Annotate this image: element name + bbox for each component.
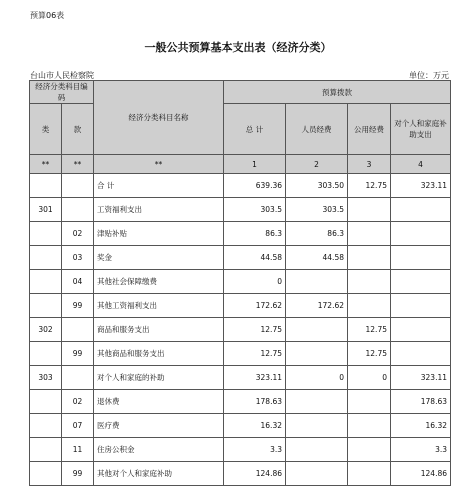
cell-name: 津贴补贴: [94, 222, 224, 246]
seq-cell: 1: [224, 155, 286, 174]
header-total: 总 计: [224, 104, 286, 155]
page-title: 一般公共预算基本支出表（经济分类）: [144, 41, 332, 54]
budget-table: [29, 80, 451, 486]
table-row: [30, 294, 451, 318]
cell-lei: [30, 342, 62, 366]
cell-lei: [30, 390, 62, 414]
cell-lei: [30, 222, 62, 246]
cell-total: 124.86: [224, 462, 286, 486]
cell-subsidy: 16.32: [391, 414, 451, 438]
cell-total: 172.62: [224, 294, 286, 318]
table-row: [30, 390, 451, 414]
table-row: [30, 342, 451, 366]
cell-kuan: [62, 174, 94, 198]
cell-personnel: 172.62: [286, 294, 348, 318]
cell-subsidy: 323.11: [391, 174, 451, 198]
cell-subsidy: [391, 222, 451, 246]
table-row: [30, 222, 451, 246]
cell-personnel: [286, 438, 348, 462]
cell-total: 0: [224, 270, 286, 294]
cell-personnel: [286, 414, 348, 438]
table-row: [30, 462, 451, 486]
cell-public: 12.75: [348, 174, 391, 198]
cell-personnel: [286, 462, 348, 486]
cell-public: 12.75: [348, 342, 391, 366]
cell-kuan: [62, 366, 94, 390]
cell-total: 3.3: [224, 438, 286, 462]
cell-public: [348, 294, 391, 318]
seq-cell: 4: [391, 155, 451, 174]
header-kuan: 款: [62, 104, 94, 155]
cell-lei: 302: [30, 318, 62, 342]
cell-lei: [30, 414, 62, 438]
table-row: [30, 438, 451, 462]
cell-subsidy: 178.63: [391, 390, 451, 414]
cell-lei: [30, 294, 62, 318]
cell-total: 12.75: [224, 318, 286, 342]
cell-lei: [30, 270, 62, 294]
cell-public: [348, 270, 391, 294]
seq-cell: **: [30, 155, 62, 174]
form-code: 预算06表: [30, 11, 65, 20]
cell-name: 其他社会保障缴费: [94, 270, 224, 294]
seq-cell: 2: [286, 155, 348, 174]
cell-personnel: [286, 318, 348, 342]
cell-kuan: [62, 318, 94, 342]
table-row: [30, 366, 451, 390]
cell-public: [348, 198, 391, 222]
cell-total: 12.75: [224, 342, 286, 366]
cell-kuan: 99: [62, 342, 94, 366]
cell-name: 其他对个人和家庭补助: [94, 462, 224, 486]
cell-public: [348, 438, 391, 462]
cell-name: 合 计: [94, 174, 224, 198]
cell-subsidy: [391, 198, 451, 222]
table-row: [30, 198, 451, 222]
cell-kuan: 02: [62, 222, 94, 246]
cell-personnel: [286, 270, 348, 294]
cell-total: 323.11: [224, 366, 286, 390]
cell-lei: [30, 174, 62, 198]
header-lei: 类: [30, 104, 62, 155]
cell-subsidy: [391, 294, 451, 318]
cell-kuan: 99: [62, 462, 94, 486]
cell-subsidy: 3.3: [391, 438, 451, 462]
organization-name: 台山市人民检察院: [30, 71, 94, 80]
header-public: 公用经费: [348, 104, 391, 155]
cell-personnel: 303.5: [286, 198, 348, 222]
cell-total: 178.63: [224, 390, 286, 414]
unit-label: 单位：万元: [409, 71, 449, 80]
cell-name: 住房公积金: [94, 438, 224, 462]
cell-name: 奖金: [94, 246, 224, 270]
cell-personnel: 0: [286, 366, 348, 390]
cell-subsidy: [391, 270, 451, 294]
cell-name: 商品和服务支出: [94, 318, 224, 342]
cell-subsidy: [391, 246, 451, 270]
cell-kuan: 07: [62, 414, 94, 438]
cell-public: [348, 462, 391, 486]
cell-name: 工资福利支出: [94, 198, 224, 222]
cell-public: 12.75: [348, 318, 391, 342]
table-row: [30, 270, 451, 294]
cell-total: 86.3: [224, 222, 286, 246]
seq-cell: **: [62, 155, 94, 174]
cell-lei: [30, 438, 62, 462]
cell-public: [348, 246, 391, 270]
cell-name: 医疗费: [94, 414, 224, 438]
seq-cell: **: [94, 155, 224, 174]
cell-kuan: 02: [62, 390, 94, 414]
cell-total: 44.58: [224, 246, 286, 270]
cell-name: 其他商品和服务支出: [94, 342, 224, 366]
cell-personnel: 86.3: [286, 222, 348, 246]
cell-kuan: 04: [62, 270, 94, 294]
cell-personnel: 303.50: [286, 174, 348, 198]
cell-kuan: 99: [62, 294, 94, 318]
table-row: [30, 414, 451, 438]
header-allocation: 预算拨款: [224, 81, 451, 104]
cell-lei: 301: [30, 198, 62, 222]
cell-subsidy: 124.86: [391, 462, 451, 486]
cell-kuan: 03: [62, 246, 94, 270]
sequence-row: [30, 155, 451, 174]
cell-personnel: [286, 342, 348, 366]
table-row: [30, 318, 451, 342]
cell-total: 639.36: [224, 174, 286, 198]
header-personnel: 人员经费: [286, 104, 348, 155]
cell-subsidy: [391, 342, 451, 366]
cell-lei: [30, 462, 62, 486]
cell-lei: [30, 246, 62, 270]
header-econ-name: 经济分类科目名称: [94, 81, 224, 155]
table-row: [30, 174, 451, 198]
cell-name: 退休费: [94, 390, 224, 414]
cell-kuan: 11: [62, 438, 94, 462]
cell-subsidy: [391, 318, 451, 342]
cell-total: 303.5: [224, 198, 286, 222]
cell-total: 16.32: [224, 414, 286, 438]
cell-public: 0: [348, 366, 391, 390]
cell-subsidy: 323.11: [391, 366, 451, 390]
cell-personnel: [286, 390, 348, 414]
seq-cell: 3: [348, 155, 391, 174]
cell-public: [348, 222, 391, 246]
cell-lei: 303: [30, 366, 62, 390]
header-econ-code: 经济分类科目编码: [30, 81, 94, 104]
table-row: [30, 246, 451, 270]
cell-public: [348, 414, 391, 438]
cell-public: [348, 390, 391, 414]
cell-kuan: [62, 198, 94, 222]
header-subsidy: 对个人和家庭补助支出: [391, 104, 451, 155]
cell-name: 对个人和家庭的补助: [94, 366, 224, 390]
cell-name: 其他工资福利支出: [94, 294, 224, 318]
cell-personnel: 44.58: [286, 246, 348, 270]
